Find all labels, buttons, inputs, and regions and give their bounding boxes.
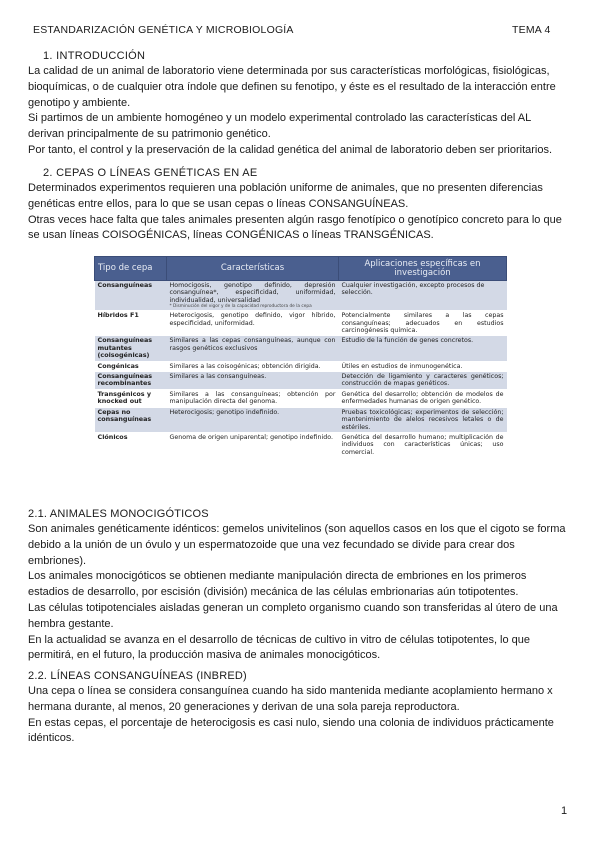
header-topic-number: TEMA 4: [512, 24, 551, 36]
text-line: Otras veces hace falta que tales animales presenten algún rasgo fenotípico o genotípico concreto para lo que: [28, 213, 562, 226]
text-line: debido a la unión de un óvulo y un espermatozoide que una vez fecundado se divide para crear dos: [28, 538, 515, 551]
cell-aplicaciones: Útiles en estudios de inmunogenética.: [339, 361, 507, 371]
table-row: [95, 311, 507, 336]
cell-caracteristicas: Heterocigosis; genotipo indefinido.: [167, 407, 339, 432]
text-line: genotipo y ambiente.: [28, 96, 131, 109]
cepas-paragraph: [28, 181, 573, 244]
text-line: derivan principalmente de su patrimonio genético.: [28, 128, 271, 141]
text-line: permitirá, en el futuro, la producción masiva de animales monocigóticos.: [28, 649, 381, 662]
cell-tipo: Híbridos F1: [95, 311, 167, 336]
cell-aplicaciones: Genética del desarrollo; obtención de modelos de enfermedades humanas de origen genético.: [339, 389, 507, 407]
text-line: Determinados experimentos requieren una población uniforme de animales, que no presenten diferencias: [28, 182, 543, 194]
cell-text: Transgénicos y knocked out: [97, 389, 151, 406]
section-title-lineas-consanguineas: 2.2. LÍNEAS CONSANGUÍNEAS (INBRED): [28, 670, 247, 682]
text-line: embriones).: [28, 554, 87, 567]
cell-aplicaciones: Genética del desarrollo humano; multiplicación de individuos con características únicas; uso comercial.: [339, 432, 507, 457]
header-tipo-de-cepa: Tipo de cepa: [95, 257, 167, 281]
table-row: [95, 336, 507, 361]
text-line: se usan líneas COISOGÉNICAS, líneas CONGÉNICAS o líneas TRANSGÉNICAS.: [28, 229, 434, 242]
text-line: Las células totipotenciales aisladas generan un completo organismo cuando son transferidas al útero de una: [28, 601, 558, 614]
table-row: [95, 432, 507, 457]
cepas-table: [94, 256, 506, 458]
cell-tipo: Clónicos: [95, 432, 167, 457]
cell-aplicaciones: Detección de ligamiento y caracteres genéticos; construcción de mapas genéticos.: [339, 372, 507, 390]
cell-aplicaciones: Estudio de la función de genes concretos.: [339, 336, 507, 361]
text-line: Una cepa o línea se considera consanguínea cuando ha sido mantenida mediante acoplamiento hermano x: [28, 685, 553, 697]
table-row: [95, 361, 507, 371]
text-line: Por tanto, el control y la preservación de la calidad genética del animal de laboratorio deben ser prioritarios.: [28, 143, 553, 156]
cell-caracteristicas: [167, 281, 339, 311]
section-title-cepas: 2. CEPAS O LÍNEAS GENÉTICAS EN AE: [43, 167, 258, 179]
footnote: * Disminución del vigor y de la capacidad reproductora de la cepa: [169, 304, 312, 310]
cell-text: Homocigosis, genotipo definido, depresión consanguínea*, especificidad, uniformidad, individualidad, universalidad: [169, 282, 336, 304]
inbred-paragraph: [28, 684, 573, 747]
text-line: Los animales monocigóticos se obtienen mediante manipulación directa de embriones en los primeros: [28, 570, 527, 583]
cell-aplicaciones: Pruebas toxicológicas; experimentos de selección; mantenimiento de alelos recesivos letales o de estériles.: [339, 407, 507, 432]
cell-tipo: Consanguíneas recombinantes: [95, 372, 167, 390]
cell-tipo: Cepas no consanguíneas: [95, 407, 167, 432]
section-title-introduccion: 1. INTRODUCCIÓN: [43, 50, 146, 62]
text-line: hermana durante, al menos, 20 generaciones y derivan de una sola pareja reproductora.: [28, 700, 460, 713]
text-line: Si partimos de un ambiente homogéneo y un modelo experimental controlado las características del AL: [28, 112, 532, 125]
monocigoticos-paragraph: [28, 522, 573, 664]
table-row: [95, 372, 507, 390]
text-line: hembra gestante.: [28, 617, 114, 630]
cell-tipo: Consanguíneas: [95, 281, 167, 311]
section-title-animales-monocigoticos: 2.1. ANIMALES MONOCIGÓTICOS: [28, 508, 209, 520]
cell-caracteristicas: Similares a las consanguíneas; obtención por manipulación directa del genoma.: [167, 389, 339, 407]
table-row: [95, 407, 507, 432]
cell-caracteristicas: Heterocigosis, genotipo definido, vigor híbrido, especificidad, uniformidad.: [167, 311, 339, 336]
table-row: [95, 281, 507, 311]
page-number: 1: [561, 805, 568, 817]
text-line: genéticas entre ellos, para lo que se usan cepas o líneas CONSANGUÍNEAS.: [28, 197, 409, 210]
header-caracteristicas: Características: [167, 257, 339, 281]
text-line: bioquímicas, o de cualquier otra índole que definen su fenotipo, y éste es el resultado de la interacción entre: [28, 80, 556, 93]
header-aplicaciones: Aplicaciones específicas en investigación: [339, 257, 507, 281]
text-line: idénticos.: [28, 732, 75, 745]
cell-caracteristicas: Genoma de origen uniparental; genotipo indefinido.: [167, 432, 339, 457]
text-line: En la actualidad se avanza en el desarrollo de técnicas de cultivo in vitro de células totipotentes, lo que: [28, 633, 531, 646]
cell-caracteristicas: Similares a las cepas consanguíneas, aunque con rasgos genéticos exclusivos: [167, 336, 339, 361]
text-line: Son animales genéticamente idénticos: gemelos univitelinos (son aquellos casos en los que el cigoto se forma: [28, 523, 566, 535]
cell-tipo: Consanguíneas mutantes (coisogénicas): [95, 336, 167, 361]
intro-paragraph: [28, 64, 573, 159]
text-line: La calidad de un animal de laboratorio viene determinada por sus características morfológicas, fisiológicas,: [28, 65, 550, 77]
table-row: [95, 389, 507, 407]
text-line: estadios de desarrollo, por escisión (división) mecánica de las células embrionarias aún totipotentes.: [28, 586, 519, 599]
cell-caracteristicas: Similares a las coisogénicas; obtención dirigida.: [167, 361, 339, 371]
cell-aplicaciones: Cualquier investigación, excepto procesos de selección.: [339, 281, 507, 311]
cell-tipo: Congénicas: [95, 361, 167, 371]
cell-aplicaciones: Potencialmente similares a las cepas consanguíneas; adecuados en estudios carcinogénesis química.: [339, 311, 507, 336]
cell-tipo: [95, 389, 167, 407]
text-line: En estas cepas, el porcentaje de heterocigosis es casi nulo, siendo una colonia de individuos prácticamente: [28, 716, 554, 729]
header-course-title: ESTANDARIZACIÓN GENÉTICA Y MICROBIOLOGÍA: [33, 24, 294, 36]
cell-caracteristicas: Similares a las consanguíneas.: [167, 372, 339, 390]
